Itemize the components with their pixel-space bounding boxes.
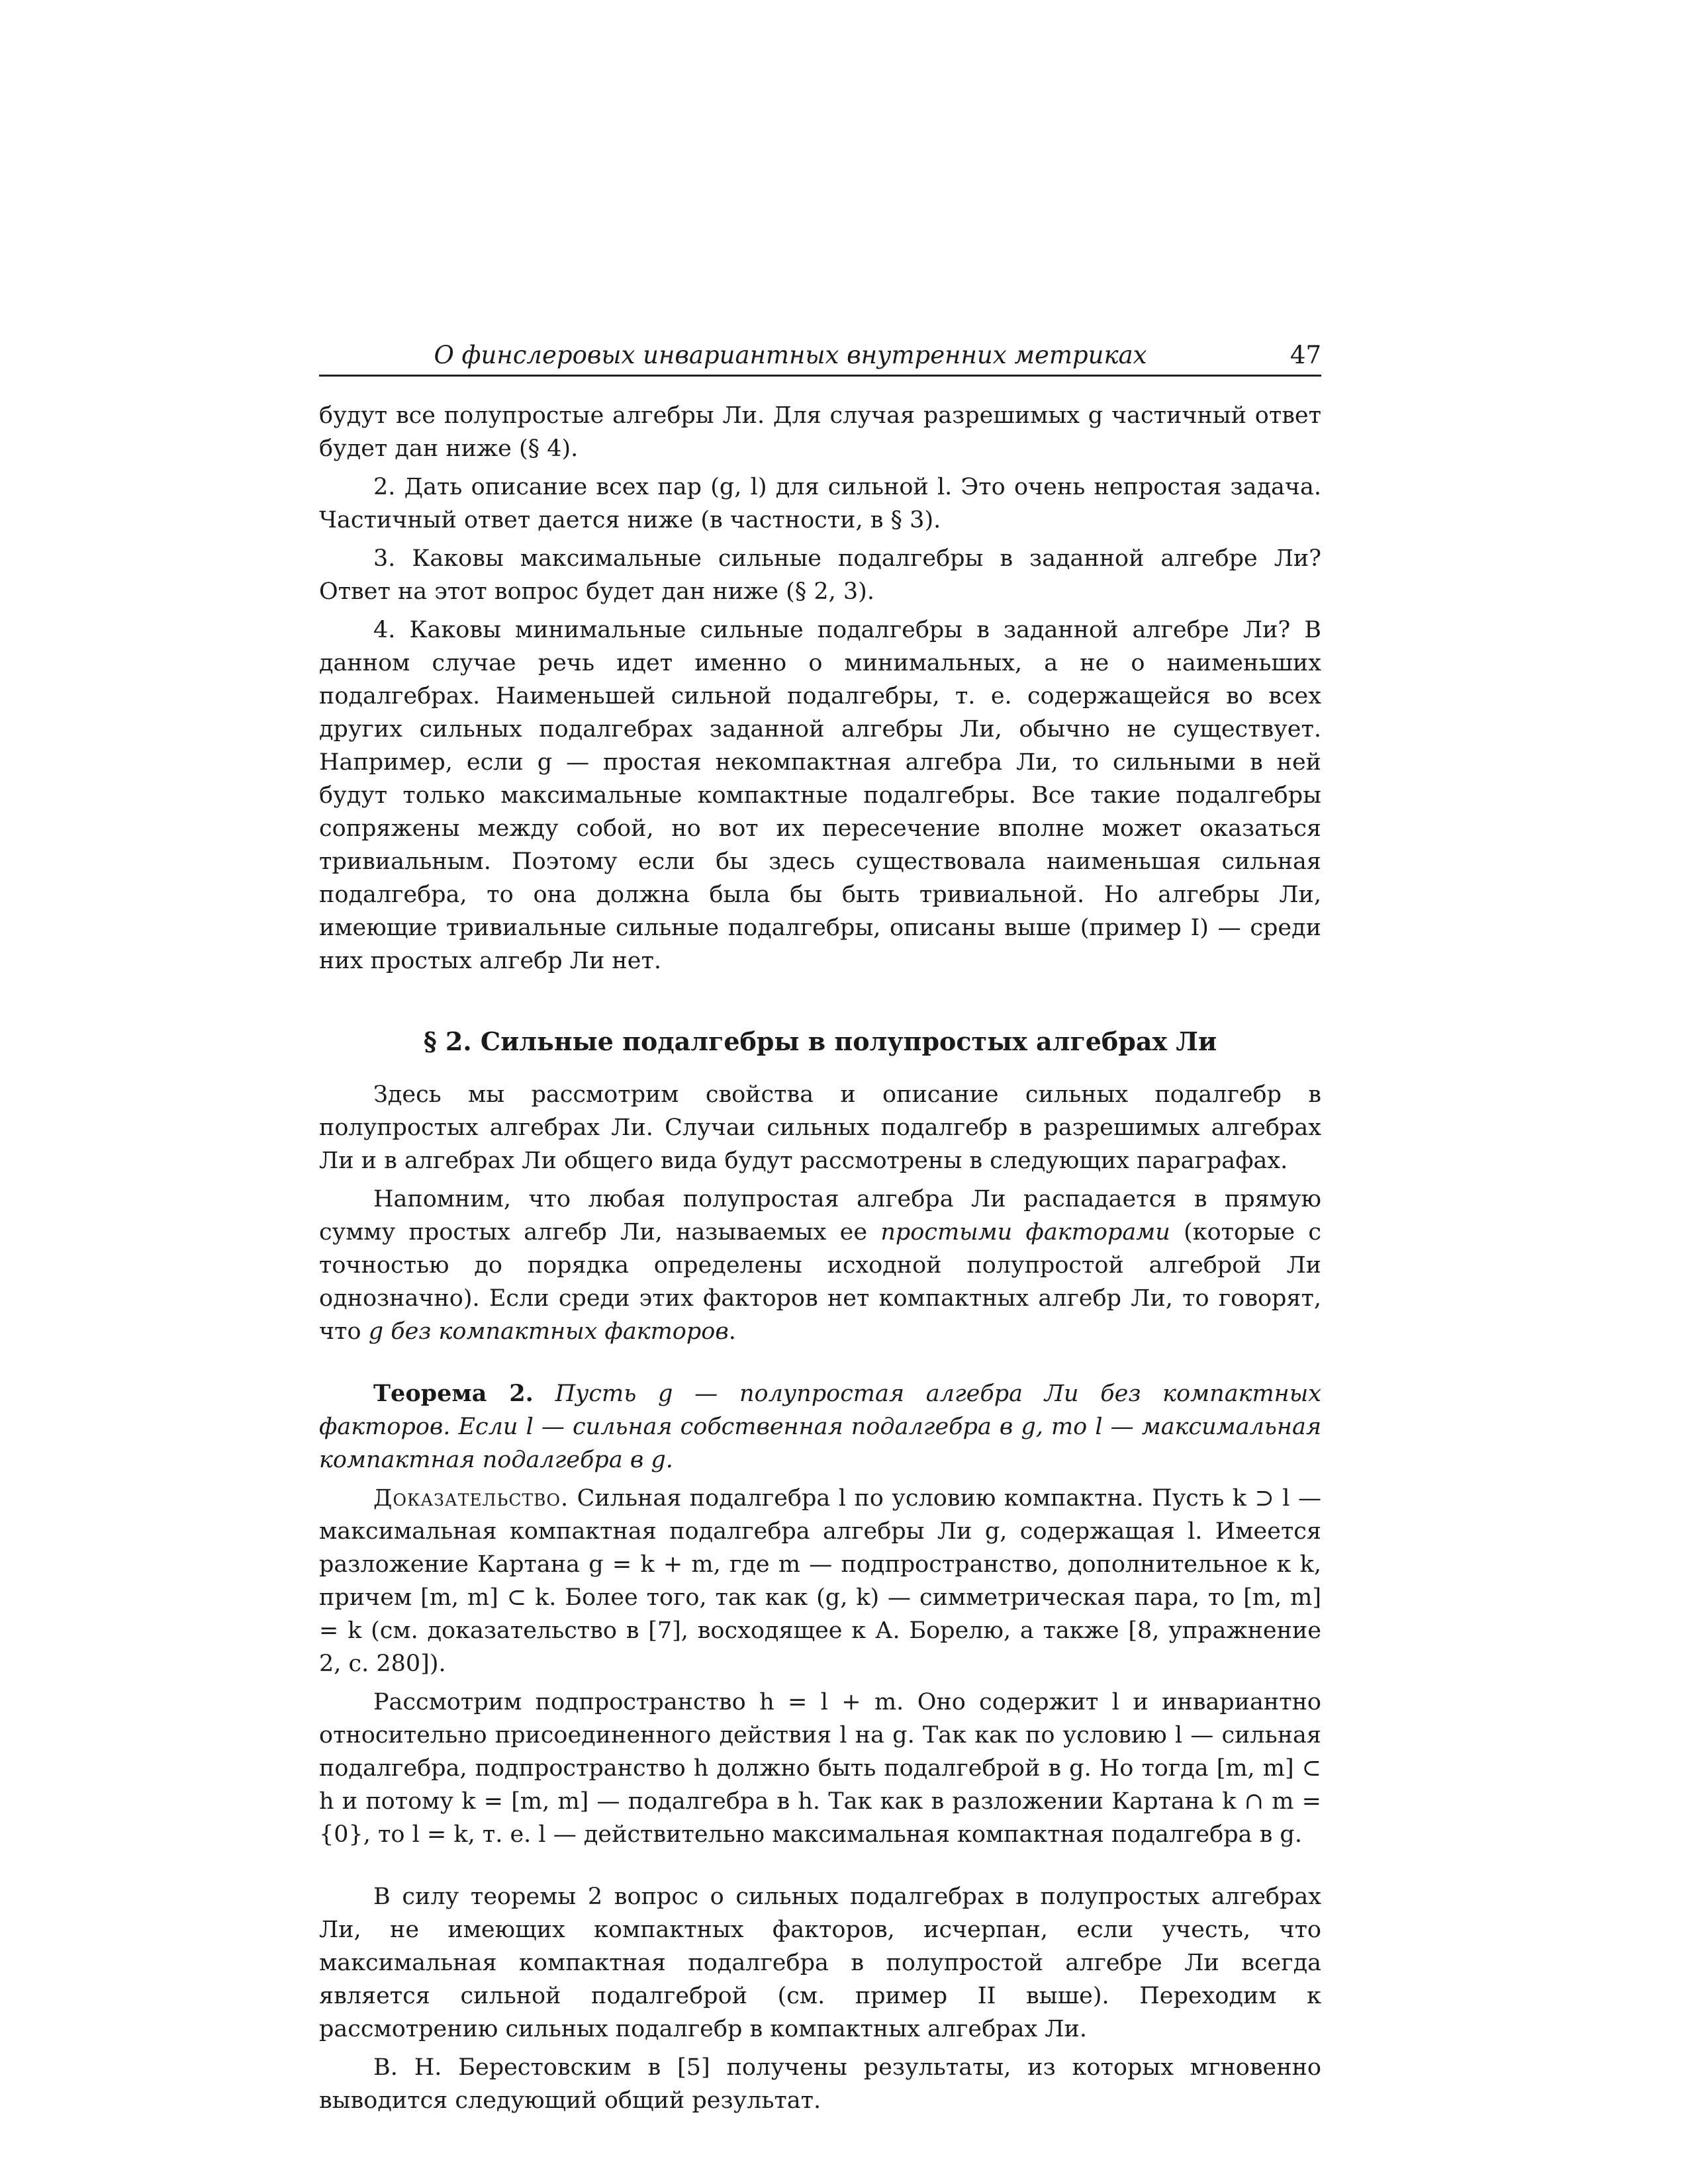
section-heading: § 2. Сильные подалгебры в полупростых алгебрах Ли: [423, 1026, 1217, 1056]
paragraph: Рассмотрим подпространство h = l + m. Оно содержит l и инвариантно относительно присоединенного действия l на g. Так как по условию l — сильная подалгебра, подпространство h должно быть подалгеброй в g. Но тогда [m, m] ⊂ h и потому k = [m, m] — подалгебра в h. Так как в разложении Картана k ∩ m = {0}, то l = k, т. е. l — действительно максимальная компактная подалгебра в g.: [319, 1689, 1321, 1848]
paragraph-text: Напомним, что любая полупростая алгебра Ли распадается в прямую сумму простых алгебр Ли, называемых ее: [319, 1186, 1321, 1246]
paragraph: будут все полупростые алгебры Ли. Для случая разрешимых g частичный ответ будет дан ниже (§ 4).: [319, 402, 1321, 462]
emphasis-text: g без компактных факторов: [368, 1318, 729, 1345]
proof-label: Доказательство.: [373, 1485, 569, 1512]
running-title: О финслеровых инвариантных внутренних метриках: [434, 341, 1147, 369]
paragraph: 2. Дать описание всех пар (g, l) для сильной l. Это очень непростая задача. Частичный ответ дается ниже (в частности, в § 3).: [319, 474, 1321, 533]
theorem-statement: Пусть g — полупростая алгебра Ли без компактных факторов. Если l — сильная собственная подалгебра в g, то l — максимальная компактная подалгебра в g.: [319, 1381, 1321, 1473]
page: [319, 331, 1321, 2122]
paragraph-text: Сильная подалгебра l по условию компактна. Пусть k ⊃ l — максимальная компактная подалгебра алгебры Ли g, содержащая l. Имеется разложение Картана g = k + m, где m — подпространство, дополнительное к k, причем [m, m] ⊂ k. Более того, так как (g, k) — симметрическая пара, то [m, m] = k (см. доказательство в [7], восходящее к А. Борелю, а также [8, упражнение 2, с. 280]).: [319, 1485, 1321, 1677]
paragraph: В. Н. Берестовским в [5] получены результаты, из которых мгновенно выводится следующий общий результат.: [319, 2054, 1321, 2114]
emphasis-text: простыми факторами: [880, 1219, 1170, 1246]
paragraph: 4. Каковы минимальные сильные подалгебры в заданной алгебре Ли? В данном случае речь идет именно о минимальных, а не о наименьших подалгебрах. Наименьшей сильной подалгебры, т. е. содержащейся во всех других сильных подалгебрах заданной алгебры Ли, обычно не существует. Например, если g — простая некомпактная алгебра Ли, то сильными в ней будут только максимальные компактные подалгебры. Все такие подалгебры сопряжены между собой, но вот их пересечение вполне может оказаться тривиальным. Поэтому если бы здесь существовала наименьшая сильная подалгебра, то она должна была бы быть тривиальной. Но алгебры Ли, имеющие тривиальные сильные подалгебры, описаны выше (пример I) — среди них простых алгебр Ли нет.: [319, 617, 1321, 974]
page-number: 47: [1289, 341, 1321, 369]
paragraph: В силу теоремы 2 вопрос о сильных подалгебрах в полупростых алгебрах Ли, не имеющих компактных факторов, исчерпан, если учесть, что максимальная компактная подалгебра в полупростой алгебре Ли всегда является сильной подалгеброй (см. пример II выше). Переходим к рассмотрению сильных подалгебр в компактных алгебрах Ли.: [319, 1884, 1321, 2042]
body-text: [319, 399, 1321, 2117]
theorem: [319, 1377, 1321, 1477]
paragraph: [319, 1183, 1321, 1348]
paragraph: Здесь мы рассмотрим свойства и описание сильных подалгебр в полупростых алгебрах Ли. Случаи сильных подалгебр в разрешимых алгебрах Ли и в алгебрах Ли общего вида будут рассмотрены в следующих параграфах.: [319, 1081, 1321, 1174]
paragraph-text: (которые с точностью до порядка определены исходной полупростой алгеброй Ли однозначно). Если среди этих факторов нет компактных алгебр Ли, то говорят, что: [319, 1219, 1321, 1345]
proof-paragraph: [319, 1482, 1321, 1680]
paragraph: 3. Каковы максимальные сильные подалгебры в заданной алгебре Ли? Ответ на этот вопрос будет дан ниже (§ 2, 3).: [319, 545, 1321, 605]
paragraph-text: .: [728, 1318, 736, 1345]
running-head: [319, 331, 1321, 377]
theorem-label: Теорема 2.: [373, 1380, 534, 1407]
